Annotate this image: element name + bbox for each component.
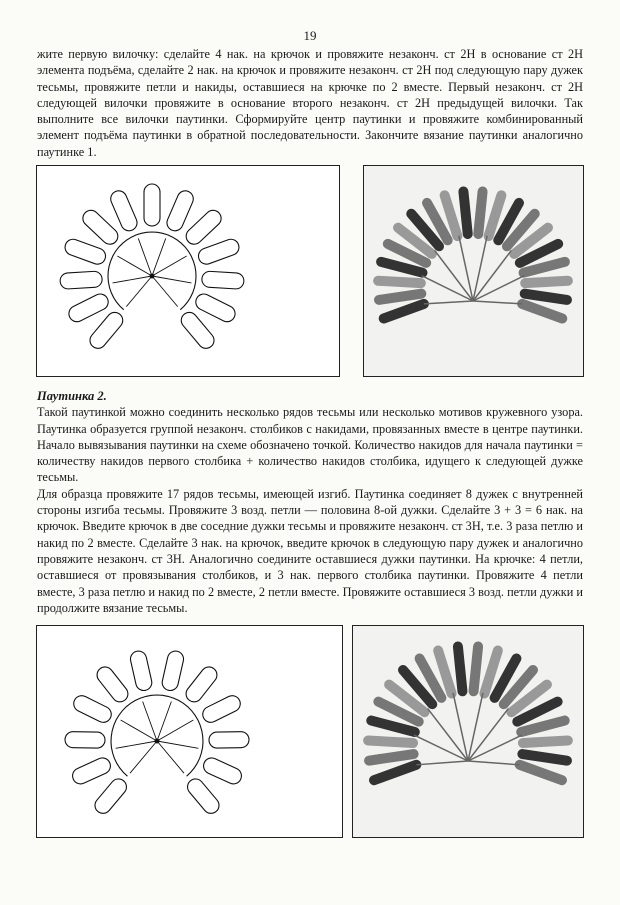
photo-spiderweb-2 (352, 625, 584, 838)
page-number: 19 (303, 28, 317, 43)
section-paragraph-1: Такой паутинкой можно соединить несколько рядов тесьмы или несколько мотивов кружевного узора. Паутинка образуется группой незаконч. столбиков с накидами, провязанных вместе в центре паутинки. Начало вывязывания паутинки на схеме обозначено точкой. Количество накидов для начала паутинки = количеству накидов первого столбика + количество накидов столбика, идущего к следующей дужке тесьмы. (37, 405, 583, 485)
section-spiderweb-2 (37, 388, 583, 616)
photo-spiderweb-1 (363, 165, 584, 377)
diagram-spiderweb-1 (36, 165, 340, 377)
intro-paragraph: жите первую вилочку: сделайте 4 нак. на крючок и провяжите незаконч. ст 2Н в основание ст 2Н элемента подъёма, сделайте 2 нак. на крючок и провяжите незаконч. ст 2Н под следующую пару дужек тесьмы, провяжите петли и накиды, оставшиеся на крючке по 2 вместе. Первый незаконч. ст 2Н следующей вилочки провяжите в основание второго незаконч. ст 2Н предыдущей вилочки. Так выполните все вилочки паутинки. Сформируйте центр паутинки и провяжите комбинированный элемент подъёма паутинки в обратной последовательности. Закончите вязание паутинки аналогично паутинке 1. (37, 47, 583, 159)
diagram-spiderweb-2 (36, 625, 343, 838)
section-paragraph-2: Для образца провяжите 17 рядов тесьмы, имеющей изгиб. Паутинка соединяет 8 дужек с внутренней стороны изгиба тесьмы. Провяжите 3 возд. петли — половина 8-ой дужки. Сделайте 3 + 3 = 6 нак. на крючок. Введите крючок в две соседние дужки тесьмы и провяжите незаконч. ст 3Н, т.е. 3 раза петлю и накид по 2 вместе. Сделайте 3 нак. на крючок, введите крючок в следующую пару дужек и аналогично провяжите незаконч. ст 3Н. Аналогично соедините оставшиеся дужки паутинки. На крючке: 4 петли, оставшиеся от провязывания столбиков, и 3 нак. первого столбика паутинки. Провяжите 4 петли вместе, 3 раза петлю и накид по 2 вместе, 2 петли вместе. Провяжите оставшиеся 3 возд. петли дужки и продолжите вязание тесьмы. (37, 486, 583, 615)
section-title: Паутинка 2. (37, 389, 107, 403)
